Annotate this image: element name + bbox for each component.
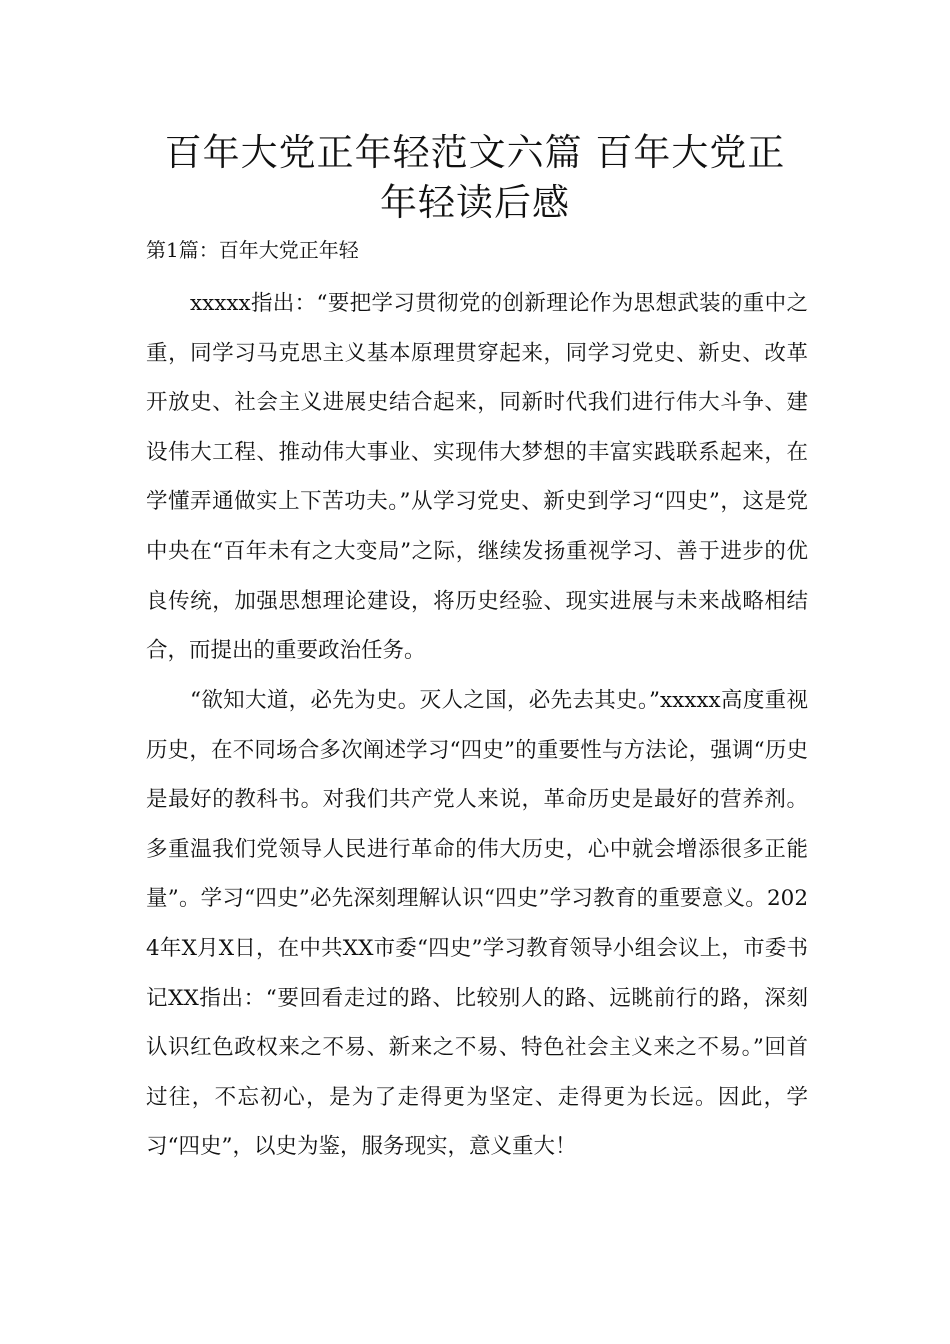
document-title-line-1: 百年大党正年轻范文六篇 百年大党正 <box>164 131 786 174</box>
document-title-line-2: 年轻读后感 <box>380 181 570 224</box>
section-heading: 第1篇：百年大党正年轻 <box>146 238 359 262</box>
body-paragraph-2: “欲知大道，必先为史。灭人之国，必先去其史。”xxxxx高度重视历史，在不同场合多次阐述学习“四史”的重要性与方法论，强调“历史是最好的教科书。对我们共产党人来说，革命历史是最好的营养剂。多重温我们党领导人民进行革命的伟大历史，心中就会增添很多正能量”。学习“四史”必先深刻理解认识“四史”学习教育的重要意义。2024年X月X日，在中共XX市委“四史”学习教育领导小组会议上，市委书记XX指出：“要回看走过的路、比较别人的路、远眺前行的路，深刻认识红色政权来之不易、新来之不易、特色社会主义来之不易。”回首过往，不忘初心，是为了走得更为坚定、走得更为长远。因此，学习“四史”，以史为鉴，服务现实，意义重大！ <box>146 688 808 1160</box>
document-title <box>120 128 830 228</box>
body-paragraph-1: xxxxx指出：“要把学习贯彻党的创新理论作为思想武装的重中之重，同学习马克思主义基本原理贯穿起来，同学习党史、新史、改革开放史、社会主义进展史结合起来，同新时代我们进行伟大斗争、建设伟大工程、推动伟大事业、实现伟大梦想的丰富实践联系起来，在学懂弄通做实上下苦功夫。”从学习党史、新史到学习“四史”，这是党中央在“百年未有之大变局”之际，继续发扬重视学习、善于进步的优良传统，加强思想理论建设，将历史经验、现实进展与未来战略相结合，而提出的重要政治任务。 <box>146 291 808 664</box>
